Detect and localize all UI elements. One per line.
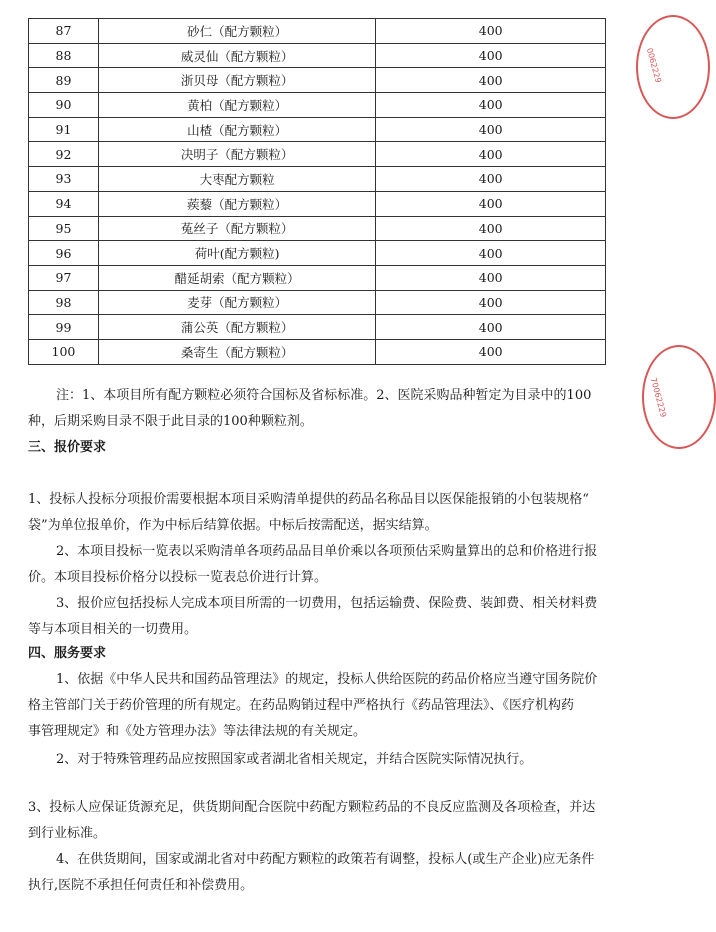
table-row bbox=[29, 191, 606, 216]
table-row bbox=[29, 315, 606, 340]
section-3-p3-line2: 等与本项目相关的一切费用。 bbox=[28, 622, 198, 637]
table-row bbox=[29, 241, 606, 266]
table-row bbox=[29, 117, 606, 142]
red-seal-stamp-top bbox=[636, 15, 710, 119]
quantity-cell: 400 bbox=[376, 142, 606, 167]
row-number-cell: 93 bbox=[29, 167, 99, 192]
section-3-heading: 三、报价要求 bbox=[28, 440, 107, 455]
quantity-cell: 400 bbox=[376, 265, 606, 290]
quantity-cell: 400 bbox=[376, 93, 606, 118]
section-4-heading: 四、服务要求 bbox=[28, 646, 107, 661]
row-number-cell: 88 bbox=[29, 43, 99, 68]
row-number-cell: 97 bbox=[29, 265, 99, 290]
quantity-cell: 400 bbox=[376, 191, 606, 216]
quantity-cell: 400 bbox=[376, 167, 606, 192]
table-row bbox=[29, 19, 606, 44]
drug-list-table bbox=[28, 18, 606, 365]
stamp-top-number: 0062229 bbox=[644, 47, 663, 84]
section-4-p4-line1: 4、在供货期间，国家或湖北省对中药配方颗粒的政策若有调整，投标人(或生产企业)应无条件 bbox=[56, 852, 595, 867]
drug-name-cell: 麦芽（配方颗粒） bbox=[98, 290, 375, 315]
row-number-cell: 89 bbox=[29, 68, 99, 93]
table-row bbox=[29, 68, 606, 93]
drug-name-cell: 醋延胡索（配方颗粒） bbox=[98, 265, 375, 290]
drug-name-cell: 决明子（配方颗粒） bbox=[98, 142, 375, 167]
drug-name-cell: 菟丝子（配方颗粒） bbox=[98, 216, 375, 241]
section-4-p1-line3: 事管理规定》和《处方管理办法》等法律法规的有关规定。 bbox=[28, 724, 367, 739]
row-number-cell: 98 bbox=[29, 290, 99, 315]
row-number-cell: 94 bbox=[29, 191, 99, 216]
row-number-cell: 90 bbox=[29, 93, 99, 118]
section-4-p3-line1: 3、投标人应保证货源充足，供货期间配合医院中药配方颗粒药品的不良反应监测及各项检查，并达 bbox=[28, 800, 596, 815]
quantity-cell: 400 bbox=[376, 290, 606, 315]
row-number-cell: 95 bbox=[29, 216, 99, 241]
section-4-p1-line2: 格主管部门关于药价管理的所有规定。在药品购销过程中严格执行《药品管理法》、《医疗机构药 bbox=[28, 698, 575, 713]
section-4-p2-line1: 2、对于特殊管理药品应按照国家或者湖北省相关规定，并结合医院实际情况执行。 bbox=[56, 752, 533, 767]
note-line-2: 种，后期采购目录不限于此目录的100种颗粒剂。 bbox=[28, 414, 313, 429]
row-number-cell: 92 bbox=[29, 142, 99, 167]
quantity-cell: 400 bbox=[376, 19, 606, 44]
table-row bbox=[29, 167, 606, 192]
note-line-1: 注：1、本项目所有配方颗粒必须符合国标及省标标准。2、医院采购品种暂定为目录中的100 bbox=[56, 388, 592, 403]
quantity-cell: 400 bbox=[376, 68, 606, 93]
drug-name-cell: 山楂（配方颗粒） bbox=[98, 117, 375, 142]
row-number-cell: 87 bbox=[29, 19, 99, 44]
quantity-cell: 400 bbox=[376, 216, 606, 241]
drug-name-cell: 桑寄生（配方颗粒） bbox=[98, 339, 375, 364]
drug-name-cell: 黄柏（配方颗粒） bbox=[98, 93, 375, 118]
table-row bbox=[29, 265, 606, 290]
quantity-cell: 400 bbox=[376, 339, 606, 364]
row-number-cell: 100 bbox=[29, 339, 99, 364]
drug-name-cell: 蒲公英（配方颗粒） bbox=[98, 315, 375, 340]
quantity-cell: 400 bbox=[376, 315, 606, 340]
section-4-p3-line2: 到行业标准。 bbox=[28, 826, 107, 841]
section-3-p2-line1: 2、本项目投标一览表以采购清单各项药品品目单价乘以各项预估采购量算出的总和价格进行报 bbox=[56, 544, 598, 559]
table-row bbox=[29, 43, 606, 68]
drug-name-cell: 浙贝母（配方颗粒） bbox=[98, 68, 375, 93]
drug-name-cell: 荷叶(配方颗粒) bbox=[98, 241, 375, 266]
table-row bbox=[29, 339, 606, 364]
section-3-p1-line1: 1、投标人投标分项报价需要根据本项目采购清单提供的药品名称品目以医保能报销的小包装规格“ bbox=[28, 492, 589, 507]
quantity-cell: 400 bbox=[376, 117, 606, 142]
row-number-cell: 91 bbox=[29, 117, 99, 142]
quantity-cell: 400 bbox=[376, 43, 606, 68]
section-4-p4-line2: 执行,医院不承担任何责任和补偿费用。 bbox=[28, 878, 254, 893]
section-3-p3-line1: 3、报价应包括投标人完成本项目所需的一切费用，包括运输费、保险费、装卸费、相关材料费 bbox=[56, 596, 598, 611]
drug-name-cell: 威灵仙（配方颗粒） bbox=[98, 43, 375, 68]
drug-name-cell: 蒺藜（配方颗粒） bbox=[98, 191, 375, 216]
row-number-cell: 96 bbox=[29, 241, 99, 266]
table-row bbox=[29, 142, 606, 167]
section-4-p1-line1: 1、依据《中华人民共和国药品管理法》的规定，投标人供给医院的药品价格应当遵守国务院价 bbox=[56, 672, 598, 687]
quantity-cell: 400 bbox=[376, 241, 606, 266]
table-row bbox=[29, 290, 606, 315]
row-number-cell: 99 bbox=[29, 315, 99, 340]
stamp-middle-number: 70062229 bbox=[648, 376, 668, 419]
drug-name-cell: 大枣配方颗粒 bbox=[98, 167, 375, 192]
table-row bbox=[29, 93, 606, 118]
red-seal-stamp-middle bbox=[642, 345, 716, 449]
table-row bbox=[29, 216, 606, 241]
section-3-p2-line2: 价。本项目投标价格分以投标一览表总价进行计算。 bbox=[28, 570, 328, 585]
section-3-p1-line2: 袋”为单位报单价，作为中标后结算依据。中标后按需配送，据实结算。 bbox=[28, 518, 438, 533]
drug-name-cell: 砂仁（配方颗粒） bbox=[98, 19, 375, 44]
